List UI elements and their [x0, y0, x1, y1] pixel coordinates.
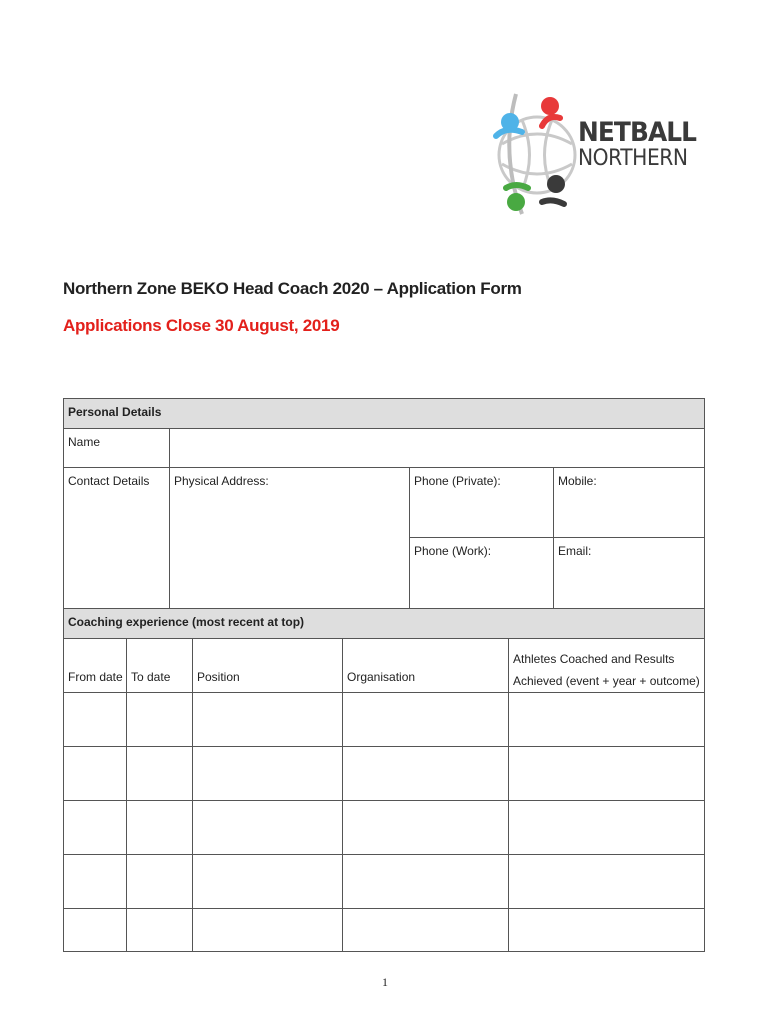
phone-work-field[interactable]	[409, 537, 553, 608]
coaching-row-4-cell-1[interactable]	[63, 854, 126, 908]
col-header-position	[192, 638, 342, 692]
name-label-cell	[63, 428, 169, 467]
coaching-experience-title: Coaching experience (most recent at top)	[68, 615, 305, 629]
grid-vline	[508, 638, 509, 952]
grid-hline	[63, 398, 705, 399]
contact-details-label: Contact Details	[68, 474, 150, 488]
organisation-label: Organisation	[347, 670, 416, 684]
logo-line-northern: NORTHERN	[578, 146, 688, 171]
to-date-label: To date	[131, 670, 171, 684]
coaching-row-2-cell-3[interactable]	[192, 746, 342, 800]
coaching-row-1-cell-3[interactable]	[192, 692, 342, 746]
personal-details-header	[63, 398, 704, 428]
mobile-label: Mobile:	[558, 474, 597, 488]
coaching-row-2-cell-2[interactable]	[126, 746, 192, 800]
grid-vline	[409, 467, 410, 609]
coaching-experience-header	[63, 608, 704, 638]
grid-hline	[63, 800, 705, 801]
grid-vline	[169, 428, 170, 609]
coaching-row-5-cell-3[interactable]	[192, 908, 342, 951]
physical-address-label: Physical Address:	[174, 474, 269, 488]
physical-address-field[interactable]	[169, 467, 409, 608]
personal-details-title: Personal Details	[68, 405, 162, 419]
coaching-row-5-cell-4[interactable]	[342, 908, 508, 951]
coaching-row-5-cell-2[interactable]	[126, 908, 192, 951]
grid-hline	[63, 692, 705, 693]
logo-line-netball: NETBALL	[578, 117, 697, 148]
grid-hline	[63, 608, 705, 609]
name-label: Name	[68, 435, 101, 449]
coaching-row-2-cell-1[interactable]	[63, 746, 126, 800]
coaching-row-1-cell-4[interactable]	[342, 692, 508, 746]
coaching-row-3-cell-5[interactable]	[508, 800, 704, 854]
coaching-row-3-cell-4[interactable]	[342, 800, 508, 854]
contact-label-cell	[63, 467, 169, 608]
logo-wordmark	[578, 119, 706, 170]
coaching-row-1-cell-1[interactable]	[63, 692, 126, 746]
netball-ball-icon	[492, 84, 582, 226]
grid-vline	[63, 398, 64, 952]
position-label: Position	[197, 670, 240, 684]
grid-hline	[63, 908, 705, 909]
results-label-line1: Athletes Coached and Results	[513, 652, 675, 666]
coaching-row-3-cell-3[interactable]	[192, 800, 342, 854]
grid-hline	[63, 951, 705, 952]
coaching-row-4-cell-5[interactable]	[508, 854, 704, 908]
coaching-row-1-cell-5[interactable]	[508, 692, 704, 746]
results-label-line2: Achieved (event + year + outcome)	[513, 674, 700, 688]
grid-hline	[63, 467, 705, 468]
grid-vline	[704, 398, 705, 952]
phone-private-label: Phone (Private):	[414, 474, 501, 488]
grid-vline	[553, 467, 554, 609]
col-header-from-date	[63, 638, 126, 692]
grid-vline	[342, 638, 343, 952]
phone-private-field[interactable]	[409, 467, 553, 537]
coaching-row-2-cell-5[interactable]	[508, 746, 704, 800]
col-header-results	[508, 638, 704, 692]
form-subtitle: Applications Close 30 August, 2019	[63, 316, 340, 335]
grid-hline	[63, 428, 705, 429]
coaching-row-2-cell-4[interactable]	[342, 746, 508, 800]
coaching-row-3-cell-2[interactable]	[126, 800, 192, 854]
coaching-row-5-cell-5[interactable]	[508, 908, 704, 951]
coaching-row-3-cell-1[interactable]	[63, 800, 126, 854]
col-header-organisation	[342, 638, 508, 692]
grid-hline	[63, 638, 705, 639]
phone-work-label: Phone (Work):	[414, 544, 492, 558]
grid-vline	[126, 638, 127, 952]
coaching-row-4-cell-3[interactable]	[192, 854, 342, 908]
grid-hline	[409, 537, 705, 538]
email-field[interactable]	[553, 537, 704, 608]
from-date-label: From date	[68, 670, 123, 684]
coaching-row-5-cell-1[interactable]	[63, 908, 126, 951]
grid-vline	[192, 638, 193, 952]
mobile-field[interactable]	[553, 467, 704, 537]
col-header-to-date	[126, 638, 192, 692]
coaching-row-4-cell-4[interactable]	[342, 854, 508, 908]
coaching-row-4-cell-2[interactable]	[126, 854, 192, 908]
coaching-row-1-cell-2[interactable]	[126, 692, 192, 746]
email-label: Email:	[558, 544, 592, 558]
grid-hline	[63, 854, 705, 855]
page-number: 1	[382, 975, 388, 989]
form-title: Northern Zone BEKO Head Coach 2020 – Application Form	[63, 279, 522, 298]
name-field[interactable]	[169, 428, 704, 467]
netball-northern-logo	[492, 84, 697, 226]
grid-hline	[63, 746, 705, 747]
